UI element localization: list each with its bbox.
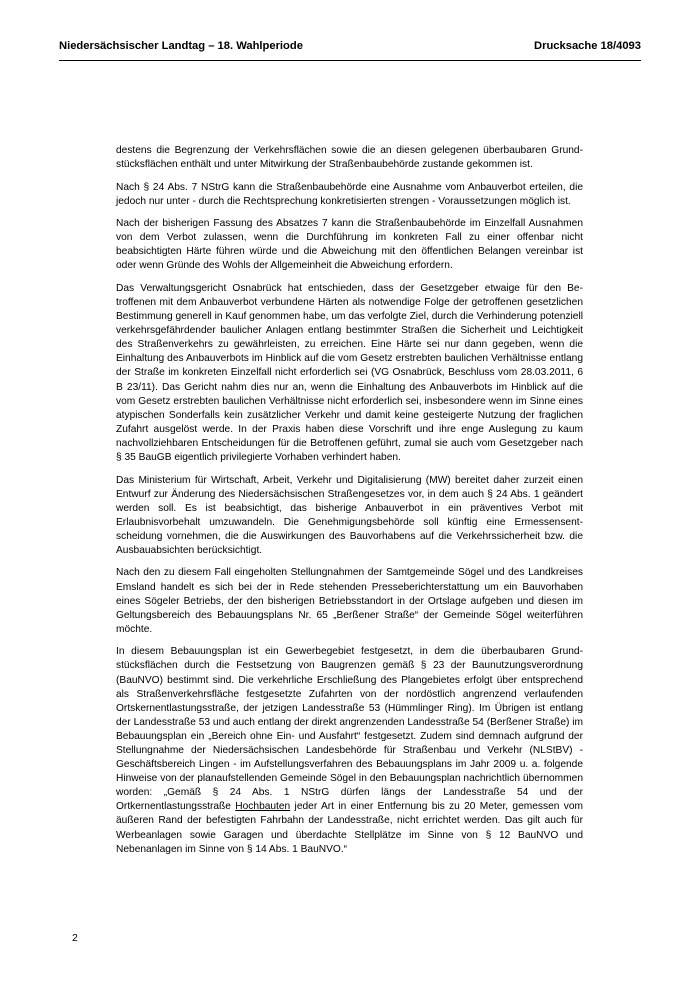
paragraph-6: Nach den zu diesem Fall eingeholten Stellungnahmen der Samtgemeinde Sögel und des Landkreises Emsland handelt es sich bei der in Rede stehenden Presseberichterstattung um ein Bauvorhaben eines Sögeler Betriebs, der den bisherigen Betriebsstandort in der Ortslage aufgeben und diesen im Geltungsbereich des Bebauungsplans Nr. 65 „Berßener Straße“ der Gemeinde Sögel weiterführen möchte.	[116, 567, 583, 635]
header-parliament-title: Niedersächsischer Landtag – 18. Wahlperiode	[59, 40, 303, 52]
paragraph-2: Nach § 24 Abs. 7 NStrG kann die Straßenbaubehörde eine Ausnahme vom Anbauverbot erteilen, die jedoch nur unter - durch die Rechtsprechung konkretisierten strengen - Voraussetzungen möglich ist.	[116, 181, 583, 207]
paragraph-5: Das Ministerium für Wirtschaft, Arbeit, Verkehr und Digitalisierung (MW) bereitet daher zurzeit einen Entwurf zur Änderung des Niedersächsischen Straßengesetzes vor, in dem auch § 24 Abs. 1 geändert werden soll. Es ist beabsichtigt, das bisherige Anbauverbot in ein präventives Verbot mit Erlaubnisvorbehalt umzuwandeln. Die Genehmigungsbehörde soll künftig eine Ermessensentscheidung vornehmen, die die Auswirkungen des Bauvorhabens auf die Verkehrssicherheit bzw. die Ausbauabsichten berücksichtigt.	[116, 474, 583, 556]
paragraph-3: Nach der bisherigen Fassung des Absatzes 7 kann die Straßenbaubehörde im Einzelfall Ausnahmen von dem Verbot zulassen, wenn die Durchführung im konkreten Fall zu einer offenbar nicht beabsichtigten Härte führen würde und die Abweichung mit den öffentlichen Belangen vereinbar ist oder wenn Gründe des Wohls der Allgemeinheit die Abweichung erfordern.	[116, 218, 583, 272]
paragraph-7-text-before: In diesem Bebauungsplan ist ein Gewerbegebiet festgesetzt, in dem die überbaubaren Grundstücksflächen durch die Festsetzung von Baugrenzen gemäß § 23 der Baunutzungsverordnung (BauNVO) bestimmt sind. Die verkehrliche Erschließung des Plangebietes erfolgt über entsprechend als Straßenverkehrsfläche festgesetzte Zufahrten von der nordöstlich angrenzend verlaufenden Ortskernentlastungsstraße, der jetzigen Landesstraße 53 (Hümmlinger Ring). Im Übrigen ist entlang der Landesstraße 53 und auch entlang der direkt angrenzenden Landesstraße 54 (Berßener Straße) im Bebauungsplan ein „Bereich ohne Ein- und Ausfahrt“ festgesetzt. Zudem sind demnach aufgrund der Stellungnahme der Niedersächsischen Landesbehörde für Straßenbau und Verkehr (NLStBV) - Geschäftsbereich Lingen - im Aufstellungsverfahren des Bebauungsplans im Jahr 2009 u. a. folgende Hinweise von der planaufstellenden Gemeinde Sögel in den Bebauungsplan nachrichtlich übernommen worden: „Gemäß § 24 Abs. 1 NStrG dürfen längs der Landesstraße 54 und der Ortkernentlastungsstraße	[116, 646, 583, 813]
header-divider	[59, 60, 641, 61]
underlined-term: Hochbauten	[235, 801, 291, 813]
paragraph-7-text-after: jeder Art in einer Entfernung bis zu 20 Meter, gemessen vom äußeren Rand der befestigten Fahrbahn der Landesstraße, nicht errichtet werden. Das gilt auch für Werbeanlagen sowie Garagen und überdachte Stellplätze im Sinne von § 12 BauNVO und Nebenanlagen im Sinne von § 14 Abs. 1 BauNVO.“	[116, 801, 584, 855]
page-header	[59, 39, 641, 53]
header-document-number: Drucksache 18/4093	[534, 40, 641, 52]
paragraph-1: destens die Begrenzung der Verkehrsflächen sowie die an diesen gelegenen überbaubaren Grundstücksflächen enthält und unter Mitwirkung der Straßenbaubehörde zustande gekommen ist.	[116, 145, 583, 171]
paragraph-4: Das Verwaltungsgericht Osnabrück hat entschieden, dass der Gesetzgeber etwaige für den Betroffenen mit dem Anbauverbot verbundene Härten als notwendige Folge der getroffenen gesetzlichen Bestimmung generell in Kauf genommen habe, um das verfolgte Ziel, durch die Verhinderung potenziell verkehrsgefährdender baulicher Anlagen entlang bestimmter Straßen die Sicherheit und Leichtigkeit des Straßenverkehrs zu gewährleisten, zu erreichen. Eine Härte sei nur dann gegeben, wenn die Einhaltung des Anbauverbots im Hinblick auf die vom Gesetz erstrebten baulichen Verhältnisse entlang der Straße im konkreten Einzelfall nicht erforderlich sei (VG Osnabrück, Beschluss vom 28.03.2011, 6 B 23/11). Das Gericht nahm dies nur an, wenn die Einhaltung des Anbauverbots im Hinblick auf die vom Gesetz erstrebten baulichen Verhältnisse nicht erforderlich sei, insbesondere wenn im Sinne eines atypischen Sonderfalls kein zusätzlicher Verkehr und damit keine gesteigerte Nutzung der fraglichen Zufahrt ausgelöst werde. In der Praxis haben diese Vorschrift und ihre enge Auslegung zu kaum nachvollziehbaren Entscheidungen für die Betroffenen geführt, zumal sie auch vom Gesetzgeber nach § 35 BauGB eigentlich privilegierte Vorhaben verhindert haben.	[116, 282, 583, 464]
paragraph-7	[116, 645, 583, 856]
document-body	[116, 144, 583, 865]
page-number: 2	[72, 932, 78, 944]
